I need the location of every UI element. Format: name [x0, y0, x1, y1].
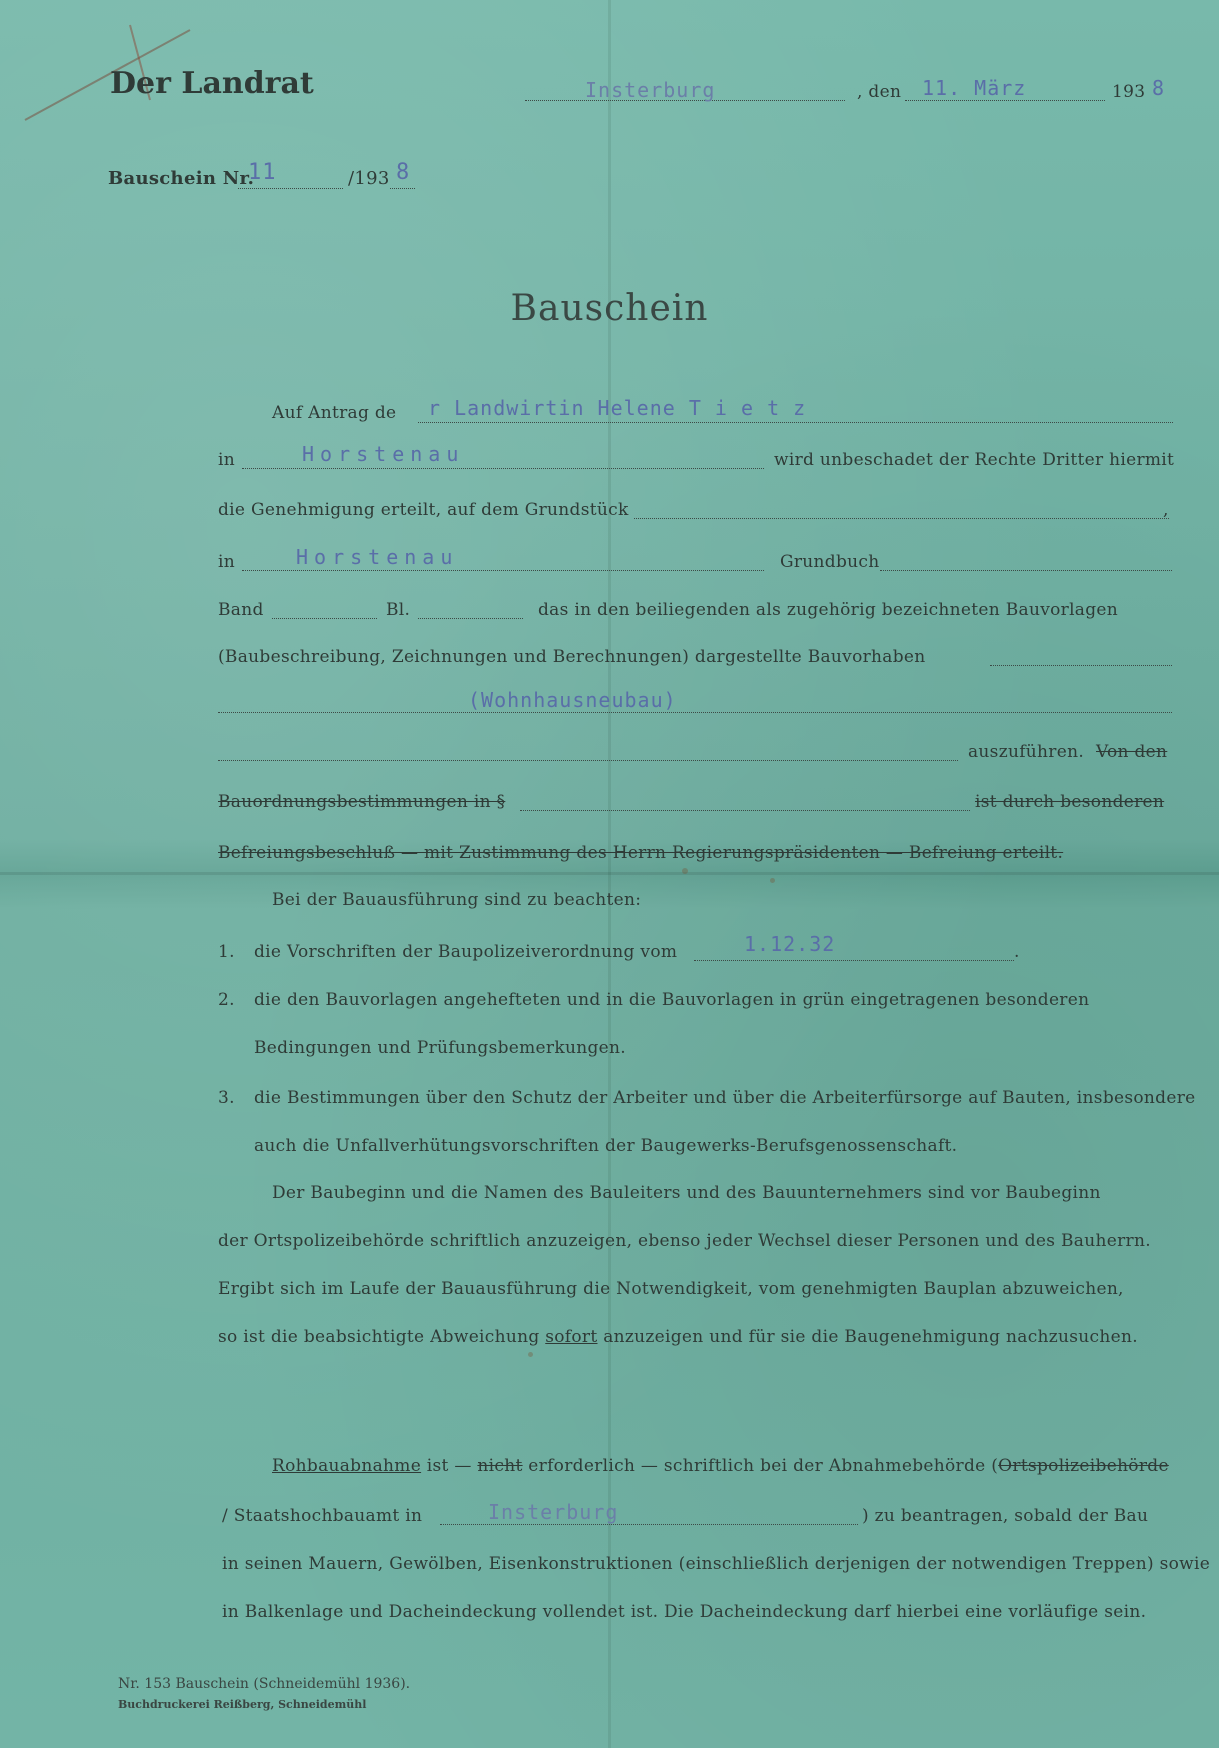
condition-2-line-2: Bedingungen und Prüfungsbemerkungen.: [254, 1038, 626, 1058]
regulation-date-value: 1.12.32: [744, 932, 836, 956]
stain-mark: [528, 1352, 533, 1357]
inspection-police-struck: Ortspolizeibehörde: [998, 1456, 1169, 1476]
inspection-apply-text: ) zu beantragen, sobald der Bau: [862, 1506, 1149, 1526]
inspection-line-1: [272, 1456, 1169, 1476]
permit-number-value: 11: [248, 160, 277, 185]
permit-year-suffix: 8: [396, 160, 411, 185]
notice-line-1: Der Baubeginn und die Namen des Bauleiters und des Bauunternehmers sind vor Baubeginn: [272, 1183, 1101, 1203]
inspection-line-3: in seinen Mauern, Gewölben, Eisenkonstruktionen (einschließlich derjenigen der notwendigen Treppen) sowie: [222, 1554, 1211, 1574]
project-line-1: [990, 665, 1172, 666]
inspection-rest: erforderlich — schriftlich bei der Abnahmebehörde (: [522, 1456, 999, 1476]
applicant-line: [418, 422, 1173, 423]
in-label-1: in: [218, 450, 235, 470]
inspection-term: Rohbauabnahme: [272, 1456, 422, 1476]
struck-resolution-text: Befreiungsbeschluß — mit Zustimmung des Herrn Regierungspräsidenten — Befreiung erteilt.: [218, 843, 1064, 863]
section-line: [520, 810, 970, 811]
notice-line-4: [218, 1327, 1138, 1347]
inspection-not-struck: nicht: [477, 1456, 523, 1476]
applicant-value: r Landwirtin Helene T i e t z: [428, 396, 807, 420]
stain-mark: [682, 868, 688, 874]
condition-1-period: .: [1014, 942, 1020, 962]
execution-line: [218, 760, 958, 761]
approval-clause: die Genehmigung erteilt, auf dem Grundstück: [218, 500, 629, 520]
comma-1: ,: [1163, 500, 1169, 520]
notice-line-2: der Ortspolizeibehörde schriftlich anzuzeigen, ebenso jeder Wechsel dieser Personen und des Bauherrn.: [218, 1231, 1151, 1251]
form-number: Nr. 153 Bauschein (Schneidemühl 1936).: [118, 1676, 411, 1692]
struck-from-text: Von den: [1096, 742, 1168, 762]
condition-3-line-2: auch die Unfallverhütungsvorschriften der Baugewerks-Berufsgenossenschaft.: [254, 1136, 958, 1156]
condition-2-number: 2.: [218, 990, 235, 1010]
place-value: Insterburg: [585, 78, 716, 102]
printer-imprint: Buchdruckerei Reißberg, Schneidemühl: [118, 1698, 367, 1711]
description-clause: (Baubeschreibung, Zeichnungen und Berechnungen) dargestellte Bauvorhaben: [218, 647, 926, 667]
condition-3-number: 3.: [218, 1088, 235, 1108]
regulation-date-line: [694, 960, 1014, 961]
inspection-office-label: / Staatshochbauamt in: [222, 1506, 423, 1526]
volume-label: Band: [218, 600, 264, 620]
year-suffix: 8: [1152, 76, 1166, 100]
land-register-line: [880, 570, 1172, 571]
inspection-is: ist —: [421, 1456, 478, 1476]
document-title: Bauschein: [510, 288, 709, 329]
project-value: (Wohnhausneubau): [468, 688, 677, 712]
notice-immediately: sofort: [545, 1327, 598, 1347]
issuer-heading: Der Landrat: [110, 66, 314, 101]
rights-clause: wird unbeschadet der Rechte Dritter hiermit: [774, 450, 1175, 470]
submission-clause: das in den beiliegenden als zugehörig bezeichneten Bauvorlagen: [538, 600, 1119, 620]
struck-regulations-text: Bauordnungsbestimmungen in §: [218, 792, 506, 812]
sheet-line: [418, 618, 523, 619]
permit-year-prefix: /193: [348, 168, 390, 189]
application-label: Auf Antrag de: [272, 403, 397, 423]
notice-line-3: Ergibt sich im Laufe der Bauausführung die Notwendigkeit, vom genehmigten Bauplan abzuweichen,: [218, 1279, 1124, 1299]
conditions-heading: Bei der Bauausführung sind zu beachten:: [272, 890, 642, 910]
property-location-line: [242, 570, 764, 571]
inspection-office-line: [440, 1524, 858, 1525]
project-line-2: [218, 712, 1172, 713]
condition-1-number: 1.: [218, 942, 235, 962]
fold-crease-horizontal: [0, 872, 1219, 875]
year-prefix: 193: [1112, 82, 1146, 102]
permit-number-label: Bauschein Nr.: [108, 168, 255, 189]
date-value: 11. März: [922, 76, 1027, 100]
permit-number-line: [238, 188, 343, 189]
struck-exemption-text: ist durch besonderen: [975, 792, 1165, 812]
property-location-value: Horstenau: [296, 545, 459, 569]
inspection-line-4: in Balkenlage und Dacheindeckung vollendet ist. Die Dacheindeckung darf hierbei eine vorläufige sein.: [222, 1602, 1147, 1622]
condition-2-line-1: die den Bauvorlagen angehefteten und in die Bauvorlagen in grün eingetragenen besonderen: [254, 990, 1090, 1010]
volume-line: [272, 618, 377, 619]
stain-mark: [770, 878, 775, 883]
date-den-label: , den: [857, 82, 902, 102]
residence-value: Horstenau: [302, 442, 465, 466]
inspection-office-value: Insterburg: [488, 1500, 619, 1524]
execute-label: auszuführen.: [968, 742, 1085, 762]
notice-line-4-end: anzuzeigen und für sie die Baugenehmigung nachzusuchen.: [597, 1327, 1138, 1347]
property-line: [634, 518, 1169, 519]
condition-3-line-1: die Bestimmungen über den Schutz der Arbeiter und über die Arbeiterfürsorge auf Bauten, insbesondere: [254, 1088, 1196, 1108]
residence-line: [242, 468, 764, 469]
in-label-2: in: [218, 552, 235, 572]
sheet-label: Bl.: [386, 600, 411, 620]
condition-1-text: die Vorschriften der Baupolizeiverordnung vom: [254, 942, 678, 962]
notice-line-4-start: so ist die beabsichtigte Abweichung: [218, 1327, 546, 1347]
land-register-label: Grundbuch: [780, 552, 880, 572]
date-line: [905, 100, 1105, 101]
permit-year-line: [390, 188, 415, 189]
